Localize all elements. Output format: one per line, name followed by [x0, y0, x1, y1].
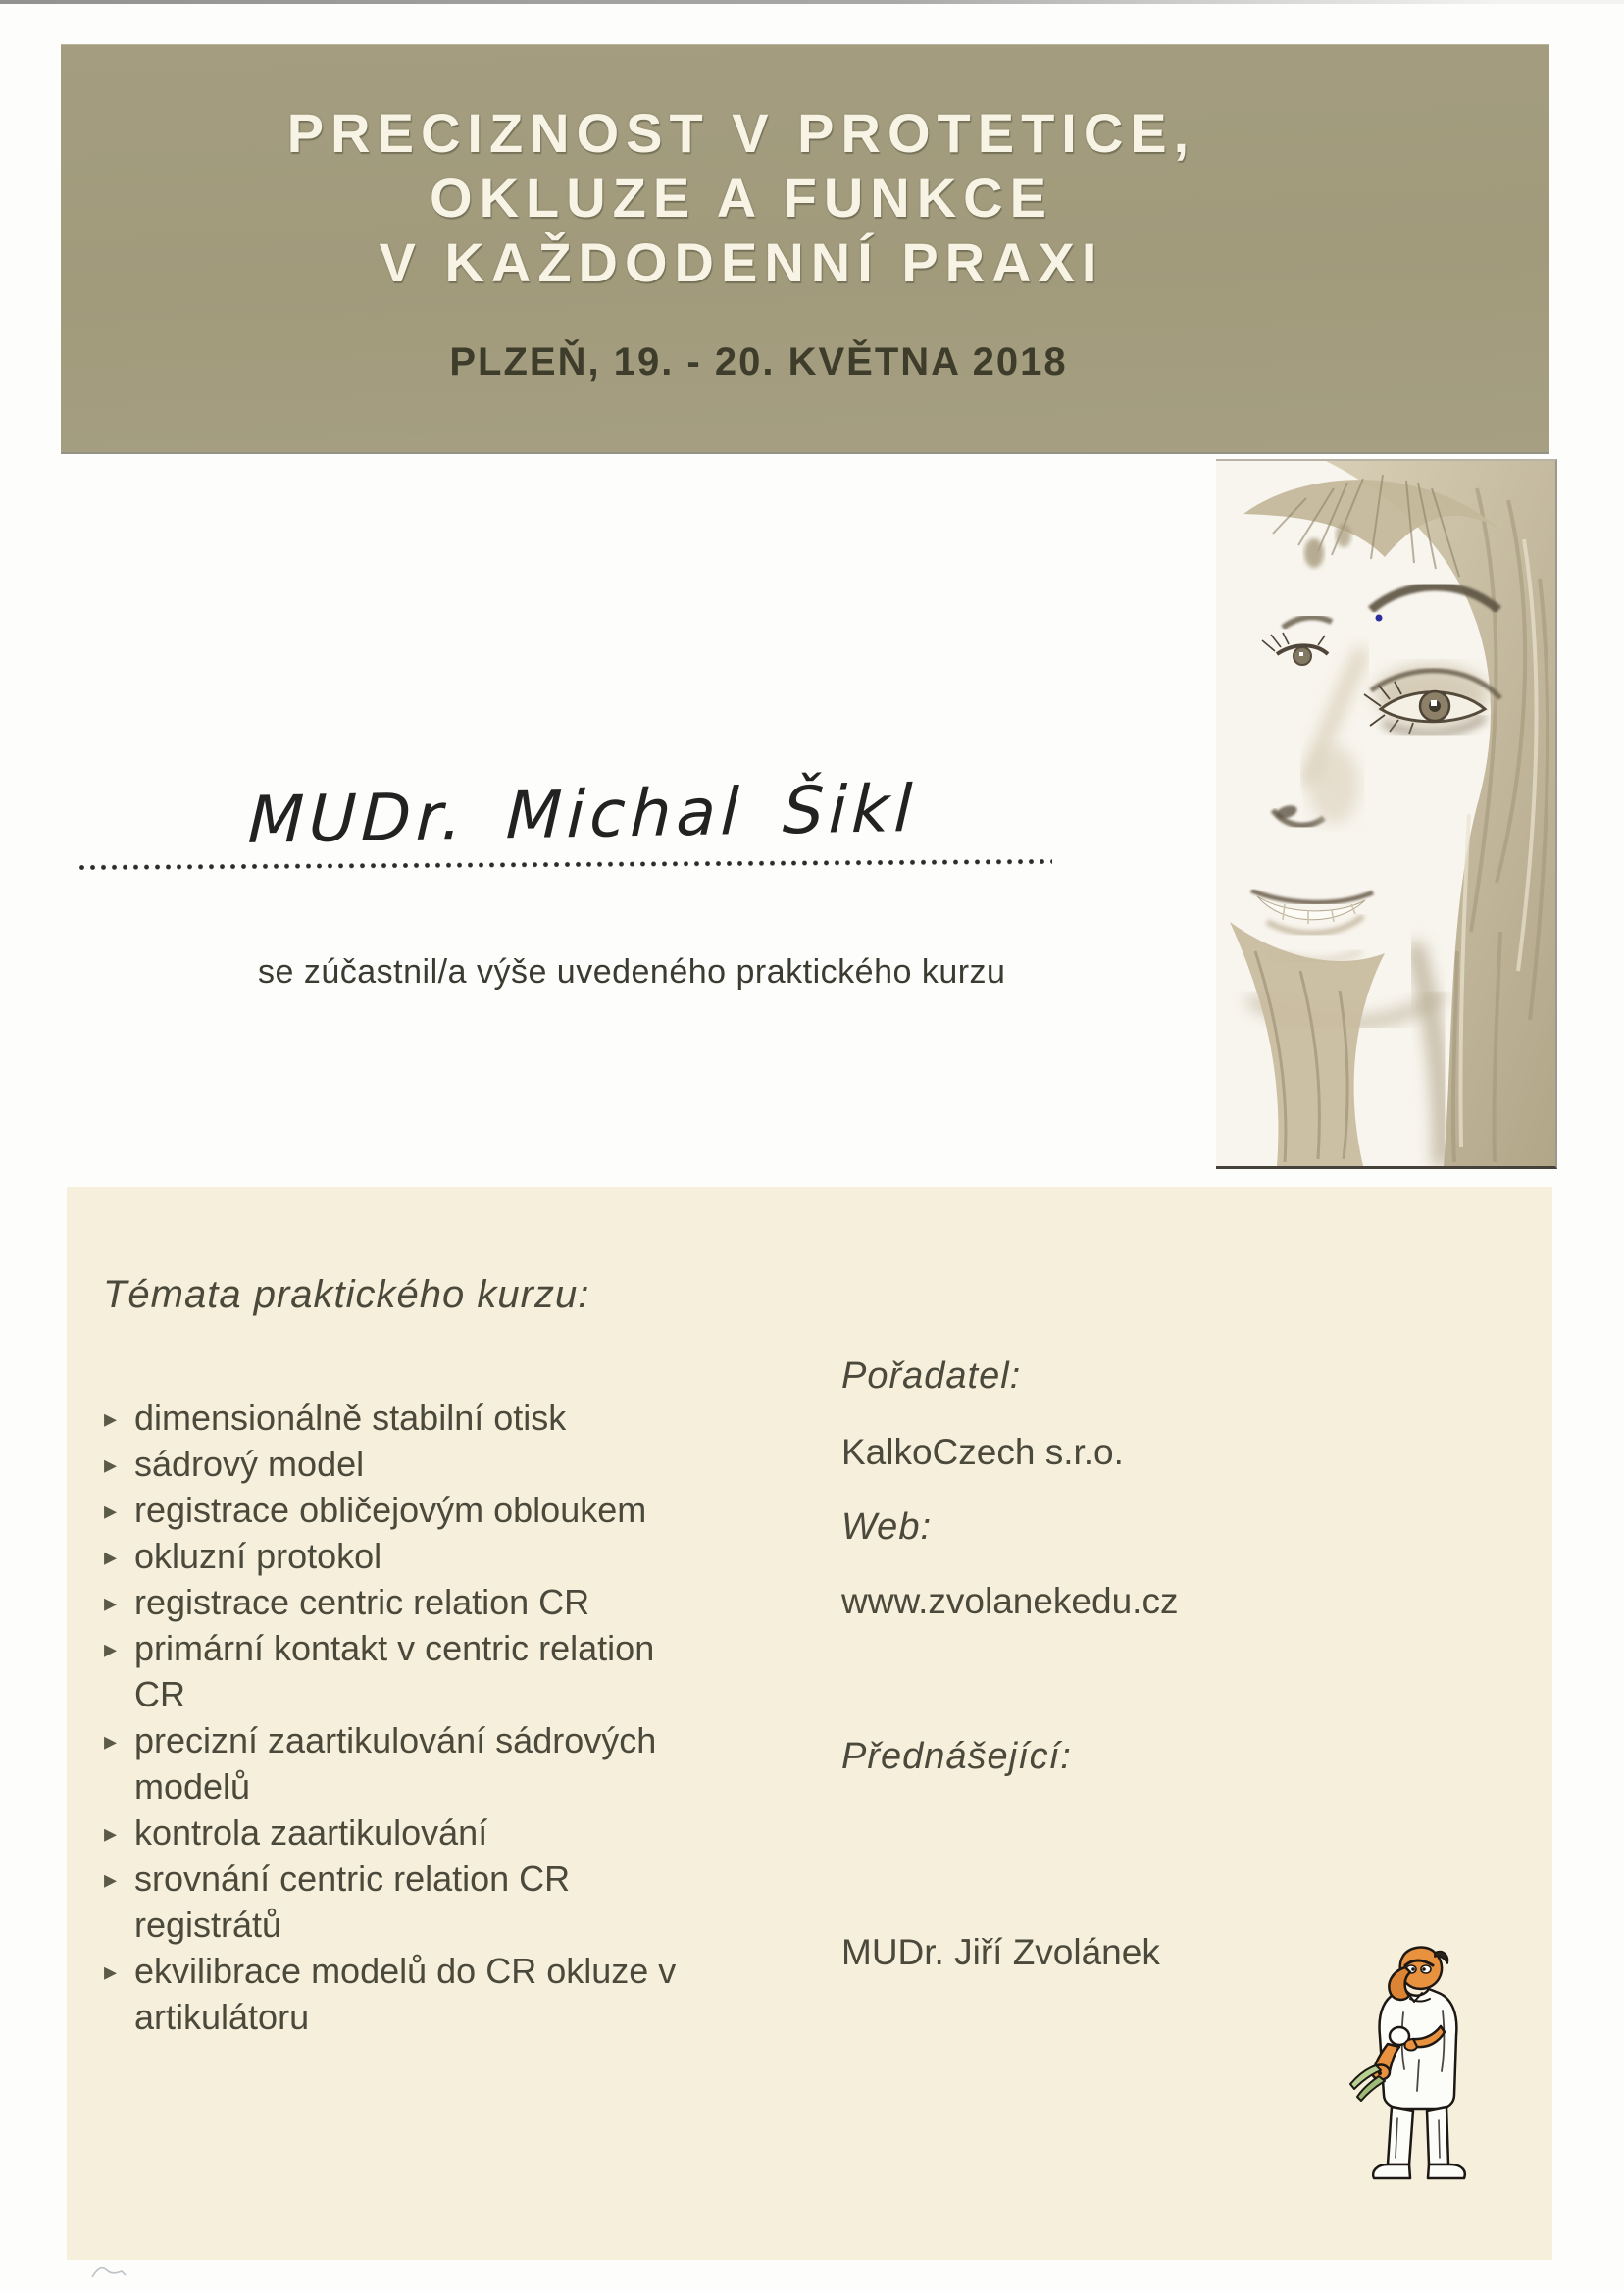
topic-item — [104, 1625, 692, 1717]
lecturer-name: MUDr. Jiří Zvolánek — [841, 1932, 1160, 1972]
course-banner — [61, 44, 1549, 452]
scan-edge-artifact — [0, 0, 1624, 4]
web-label: Web: — [841, 1506, 933, 1548]
portrait-photo — [1216, 459, 1557, 1169]
bullet-arrow-icon: ▸ — [104, 1818, 118, 1848]
dentist-cartoon-illustration — [1348, 1942, 1486, 2189]
course-title — [61, 44, 1549, 295]
topic-item-label: registrace obličejovým obloukem — [134, 1490, 647, 1530]
signature-dotted-line — [76, 858, 1052, 871]
topic-item-label: precizní zaartikulování sádrových modelů — [134, 1720, 657, 1807]
topic-item — [104, 1533, 692, 1579]
topic-item — [104, 1579, 692, 1625]
topic-item-label: sádrový model — [134, 1444, 365, 1484]
bullet-arrow-icon: ▸ — [104, 1726, 118, 1756]
pencil-mark-artifact — [90, 2262, 129, 2285]
organizer-name: KalkoCzech s.r.o. — [841, 1432, 1124, 1472]
topic-item-label: srovnání centric relation CR registrátů — [134, 1858, 571, 1945]
organizer-label: Pořadatel: — [841, 1355, 1022, 1397]
bullet-arrow-icon: ▸ — [104, 1403, 118, 1433]
participant-name-handwritten: MUDr. Michal Šikl — [246, 770, 919, 858]
web-url: www.zvolanekedu.cz — [841, 1581, 1179, 1621]
lecturer-label: Přednášející: — [841, 1736, 1072, 1777]
topic-item-label: kontrola zaartikulování — [134, 1812, 488, 1853]
participation-statement: se zúčastnil/a výše uvedeného praktického kurzu — [258, 953, 1006, 991]
topic-item — [104, 1856, 692, 1948]
bullet-arrow-icon: ▸ — [104, 1634, 118, 1663]
topic-item — [104, 1717, 692, 1809]
topic-item-label: ekvilibrace modelů do CR okluze v artikulátoru — [134, 1951, 677, 2037]
course-title-line-3: V KAŽDODENNÍ PRAXI — [379, 231, 1104, 293]
portrait-photo-graphic — [1216, 461, 1555, 1166]
topics-heading: Témata praktického kurzu: — [103, 1273, 590, 1316]
course-title-line-2: OKLUZE A FUNKCE — [430, 167, 1053, 229]
bullet-arrow-icon: ▸ — [104, 1957, 118, 1986]
bullet-arrow-icon: ▸ — [104, 1864, 118, 1894]
topic-item-label: primární kontakt v centric relation CR — [134, 1628, 655, 1714]
bullet-arrow-icon: ▸ — [104, 1542, 118, 1571]
topic-item — [104, 1395, 692, 1441]
topics-list — [104, 1395, 692, 2040]
topic-item — [104, 1809, 692, 1856]
topic-item-label: registrace centric relation CR — [134, 1582, 590, 1622]
topic-item — [104, 1487, 692, 1533]
course-details-panel — [67, 1187, 1552, 2260]
bullet-arrow-icon: ▸ — [104, 1588, 118, 1617]
topic-item — [104, 1441, 692, 1487]
topic-item-label: dimensionálně stabilní otisk — [134, 1398, 567, 1438]
topic-item — [104, 1948, 692, 2040]
bullet-arrow-icon: ▸ — [104, 1496, 118, 1525]
bullet-arrow-icon: ▸ — [104, 1450, 118, 1479]
course-title-line-1: PRECIZNOST V PROTETICE, — [286, 102, 1196, 164]
course-date-location: PLZEŇ, 19. - 20. KVĚTNA 2018 — [449, 340, 1068, 383]
topic-item-label: okluzní protokol — [134, 1536, 382, 1576]
